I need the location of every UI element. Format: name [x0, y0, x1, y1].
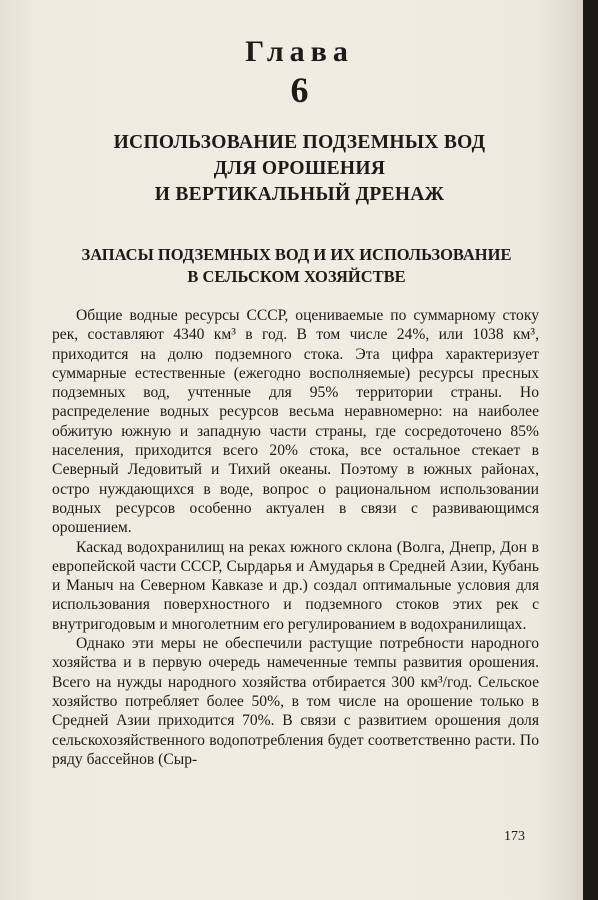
paragraph: Каскад водохранилищ на реках южного склона (Волга, Днепр, Дон в европейской части СССР, Сырдарья и Амударья в Средней Азии, Кубань и Маныч на Северном Кавказе и др.) создал оптимальные условия для использования поверхностного и подземного стоков этих рек с внутригодовым и многолетним его регулированием в водохранилищах.	[52, 538, 539, 633]
page-number: 173	[504, 829, 525, 844]
chapter-number: 6	[290, 70, 309, 110]
section-title	[54, 244, 539, 288]
chapter-label: Глава	[245, 35, 354, 68]
section-title-line: ЗАПАСЫ ПОДЗЕМНЫХ ВОД И ИХ ИСПОЛЬЗОВАНИЕ	[81, 245, 512, 264]
paragraph: Общие водные ресурсы СССР, оцениваемые по суммарному стоку рек, составляют 4340 км³ в год. В том числе 24%, или 1038 км³, приходится на долю подземного стока. Эта цифра характеризует суммарные естественные (ежегодно восполняемые) ресурсы пресных подземных вод, учтенные для 95% территории страны. Но распределение водных ресурсов весьма неравномерно: на наиболее обжитую южную и западную части страны, где сосредоточено 85% населения, приходится всего 20% стока, все остальное стекает в Северный Ледовитый и Тихий океаны. Поэтому в южных районах, остро нуждающихся в воде, вопрос о рациональном использовании водных ресурсов особенно актуален в связи с развивающимся орошением.	[52, 307, 539, 537]
chapter-title-line: И ВЕРТИКАЛЬНЫЙ ДРЕНАЖ	[154, 184, 445, 205]
chapter-title-line: ДЛЯ ОРОШЕНИЯ	[213, 158, 386, 179]
paragraph: Однако эти меры не обеспечили растущие потребности народного хозяйства и в первую очередь намеченные темпы развития орошения. Всего на нужды народного хозяйства отбирается 300 км³/год. Сельское хозяйство потребляет более 50%, в том числе на орошение только в Средней Азии приходится 70%. В связи с развитием орошения доля сельскохозяйственного водопотребления будет соответственно расти. По ряду бассейнов (Сыр-	[52, 635, 539, 768]
chapter-title-line: ИСПОЛЬЗОВАНИЕ ПОДЗЕМНЫХ ВОД	[113, 132, 486, 153]
body-text	[52, 306, 539, 769]
chapter-title	[60, 130, 539, 208]
section-title-line: В СЕЛЬСКОМ ХОЗЯЙСТВЕ	[187, 267, 406, 286]
